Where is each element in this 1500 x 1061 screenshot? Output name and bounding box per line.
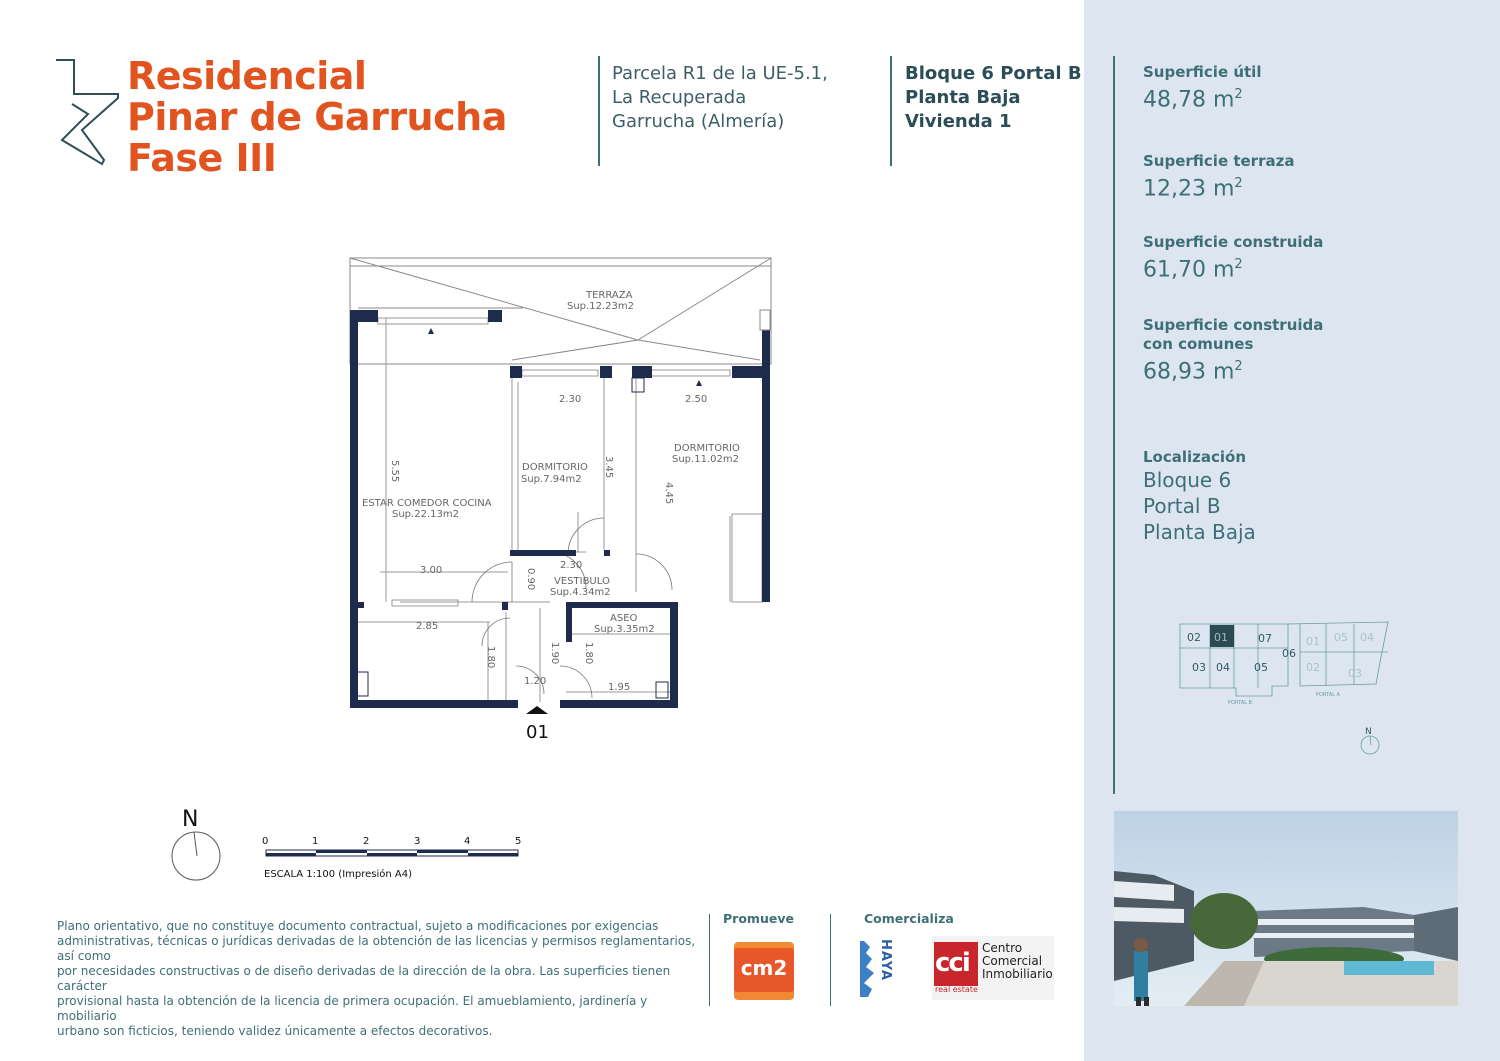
surface-value: 48,78 $m^2$	[1143, 87, 1243, 113]
surface-label: Superficie útil	[1143, 63, 1262, 81]
keyplan-unit-label: 06	[1282, 647, 1296, 660]
haya-logo-text: HAYA	[878, 939, 893, 981]
scale-bar	[258, 832, 538, 884]
room-area: Sup.11.02m2	[672, 454, 739, 465]
project-title	[127, 56, 507, 179]
surface-item	[1143, 152, 1294, 202]
location-block	[1143, 448, 1256, 545]
surface-value: 68,93 $m^2$	[1143, 359, 1243, 385]
surface-label: con comunes	[1143, 335, 1254, 353]
scale-tick: 5	[515, 836, 522, 847]
dimension-label: 2.30	[560, 560, 583, 571]
comercializa-label: Comercializa	[864, 911, 954, 926]
scale-tick: 1	[312, 836, 319, 847]
keyplan-north-label: N	[1365, 727, 1372, 737]
room-area: Sup.3.35m2	[594, 624, 655, 635]
unit-line: Bloque 6 Portal B	[905, 63, 1082, 84]
dimension-label: 0.90	[525, 568, 536, 591]
room-name: TERRAZA	[586, 290, 633, 301]
address-line: Garrucha (Almería)	[612, 111, 785, 132]
location-line: Portal B	[1143, 494, 1221, 518]
unit-line: Vivienda 1	[905, 111, 1012, 132]
address-line: Parcela R1 de la UE-5.1,	[612, 63, 828, 84]
surface-label: Superficie construida	[1143, 316, 1324, 334]
room-name: ASEO	[610, 613, 638, 624]
scale-tick: 3	[414, 836, 421, 847]
keyplan-unit-label: 03	[1348, 667, 1362, 680]
dimension-label: 2.85	[416, 621, 439, 632]
room-name: ESTAR COMEDOR COCINA	[362, 498, 492, 509]
address-block	[612, 62, 828, 134]
brand-logo-mark	[52, 56, 122, 170]
location-line: Bloque 6	[1143, 468, 1232, 492]
room-name: DORMITORIO	[674, 443, 740, 454]
address-line: La Recuperada	[612, 87, 747, 108]
divider	[709, 914, 710, 1006]
key-plan	[1176, 618, 1392, 758]
keyplan-unit-label-current: 01	[1214, 631, 1228, 644]
keyplan-portal-label: PORTAL B	[1228, 700, 1252, 706]
disclaimer	[57, 919, 697, 1039]
divider	[598, 56, 600, 166]
keyplan-unit-label: 05	[1254, 661, 1268, 674]
dimension-label: 5.55	[389, 460, 400, 483]
disclaimer-line: urbano son ficticios, teniendo validez únicamente a efectos decorativos.	[57, 1024, 493, 1038]
keyplan-unit-label: 07	[1258, 632, 1272, 645]
keyplan-unit-label: 02	[1187, 631, 1201, 644]
floor-plan	[340, 252, 790, 752]
scale-tick: 0	[262, 836, 269, 847]
cm2-logo-text: cm2	[740, 956, 788, 980]
title-line: Pinar de Garrucha	[127, 95, 507, 139]
location-label: Localización	[1143, 448, 1247, 466]
cci-logo-sub: real estate	[935, 985, 978, 994]
divider	[1113, 56, 1115, 794]
surface-label: Superficie terraza	[1143, 152, 1295, 170]
scale-label: ESCALA 1:100 (Impresión A4)	[264, 869, 413, 880]
keyplan-unit-label: 03	[1192, 661, 1206, 674]
cci-company-name: Centro Comercial Inmobiliario	[982, 941, 1053, 981]
disclaimer-line: provisional hasta la obtención de la licencia de primera ocupación. El amueblamiento, jardinería y mobiliario	[57, 994, 648, 1023]
unit-block	[905, 62, 1082, 134]
dimension-label: 1.90	[549, 642, 560, 665]
cci-logo	[932, 936, 1054, 1000]
room-name: DORMITORIO	[522, 462, 588, 473]
dimension-label: 1.80	[583, 642, 594, 665]
room-name: VESTIBULO	[554, 576, 610, 587]
title-line: Residencial	[127, 54, 367, 98]
dimension-label: 1.95	[608, 682, 631, 693]
promueve-label: Promueve	[723, 911, 794, 926]
dimension-label: 3.00	[420, 565, 443, 576]
rendering-image	[1114, 811, 1458, 1006]
dimension-label: 1.80	[485, 646, 496, 669]
room-area: Sup.12.23m2	[567, 301, 634, 312]
entrance-arrow-icon	[526, 706, 548, 714]
room-area: Sup.22.13m2	[392, 509, 459, 520]
keyplan-unit-label: 02	[1306, 661, 1320, 674]
location-line: Planta Baja	[1143, 520, 1256, 544]
north-label: N	[182, 807, 199, 832]
surface-label: Superficie construida	[1143, 233, 1324, 251]
disclaimer-line: administrativas, técnicas o jurídicas derivadas de la obtención de las licencias y permisos reglamentarios, así como	[57, 934, 696, 963]
divider	[830, 914, 831, 1006]
dimension-label: 1.20	[524, 676, 547, 687]
cm2-logo	[734, 942, 794, 1000]
cci-logo-text: cci	[935, 948, 969, 978]
dimension-label: 2.30	[559, 394, 582, 405]
dimension-label: 4.45	[663, 482, 674, 505]
scale-tick: 2	[363, 836, 370, 847]
haya-logo	[856, 937, 896, 999]
surface-value: 12,23 $m^2$	[1143, 176, 1243, 202]
north-arrow	[166, 802, 230, 886]
dimension-label: 2.50	[685, 394, 708, 405]
keyplan-unit-label: 01	[1306, 635, 1320, 648]
title-line: Fase III	[127, 136, 277, 180]
keyplan-unit-label: 05	[1334, 631, 1348, 644]
surface-item	[1143, 233, 1323, 283]
room-area: Sup.7.94m2	[521, 474, 582, 485]
surface-item	[1143, 63, 1261, 113]
disclaimer-line: Plano orientativo, que no constituye documento contractual, sujeto a modificaciones por exigencias	[57, 919, 659, 933]
keyplan-portal-label: PORTAL A	[1316, 692, 1340, 698]
keyplan-unit-label: 04	[1216, 661, 1230, 674]
entrance-label: 01	[526, 722, 549, 743]
keyplan-unit-label: 04	[1360, 631, 1374, 644]
terrace-outline	[350, 258, 771, 364]
divider	[890, 56, 892, 166]
surface-item	[1143, 316, 1323, 385]
scale-tick: 4	[464, 836, 471, 847]
room-area: Sup.4.34m2	[550, 587, 611, 598]
disclaimer-line: por necesidades constructivas o de diseño derivadas de la dirección de la obra. Las superficies tienen carácter	[57, 964, 671, 993]
unit-line: Planta Baja	[905, 87, 1021, 108]
surface-value: 61,70 $m^2$	[1143, 257, 1243, 283]
dimension-label: 3.45	[603, 456, 614, 479]
